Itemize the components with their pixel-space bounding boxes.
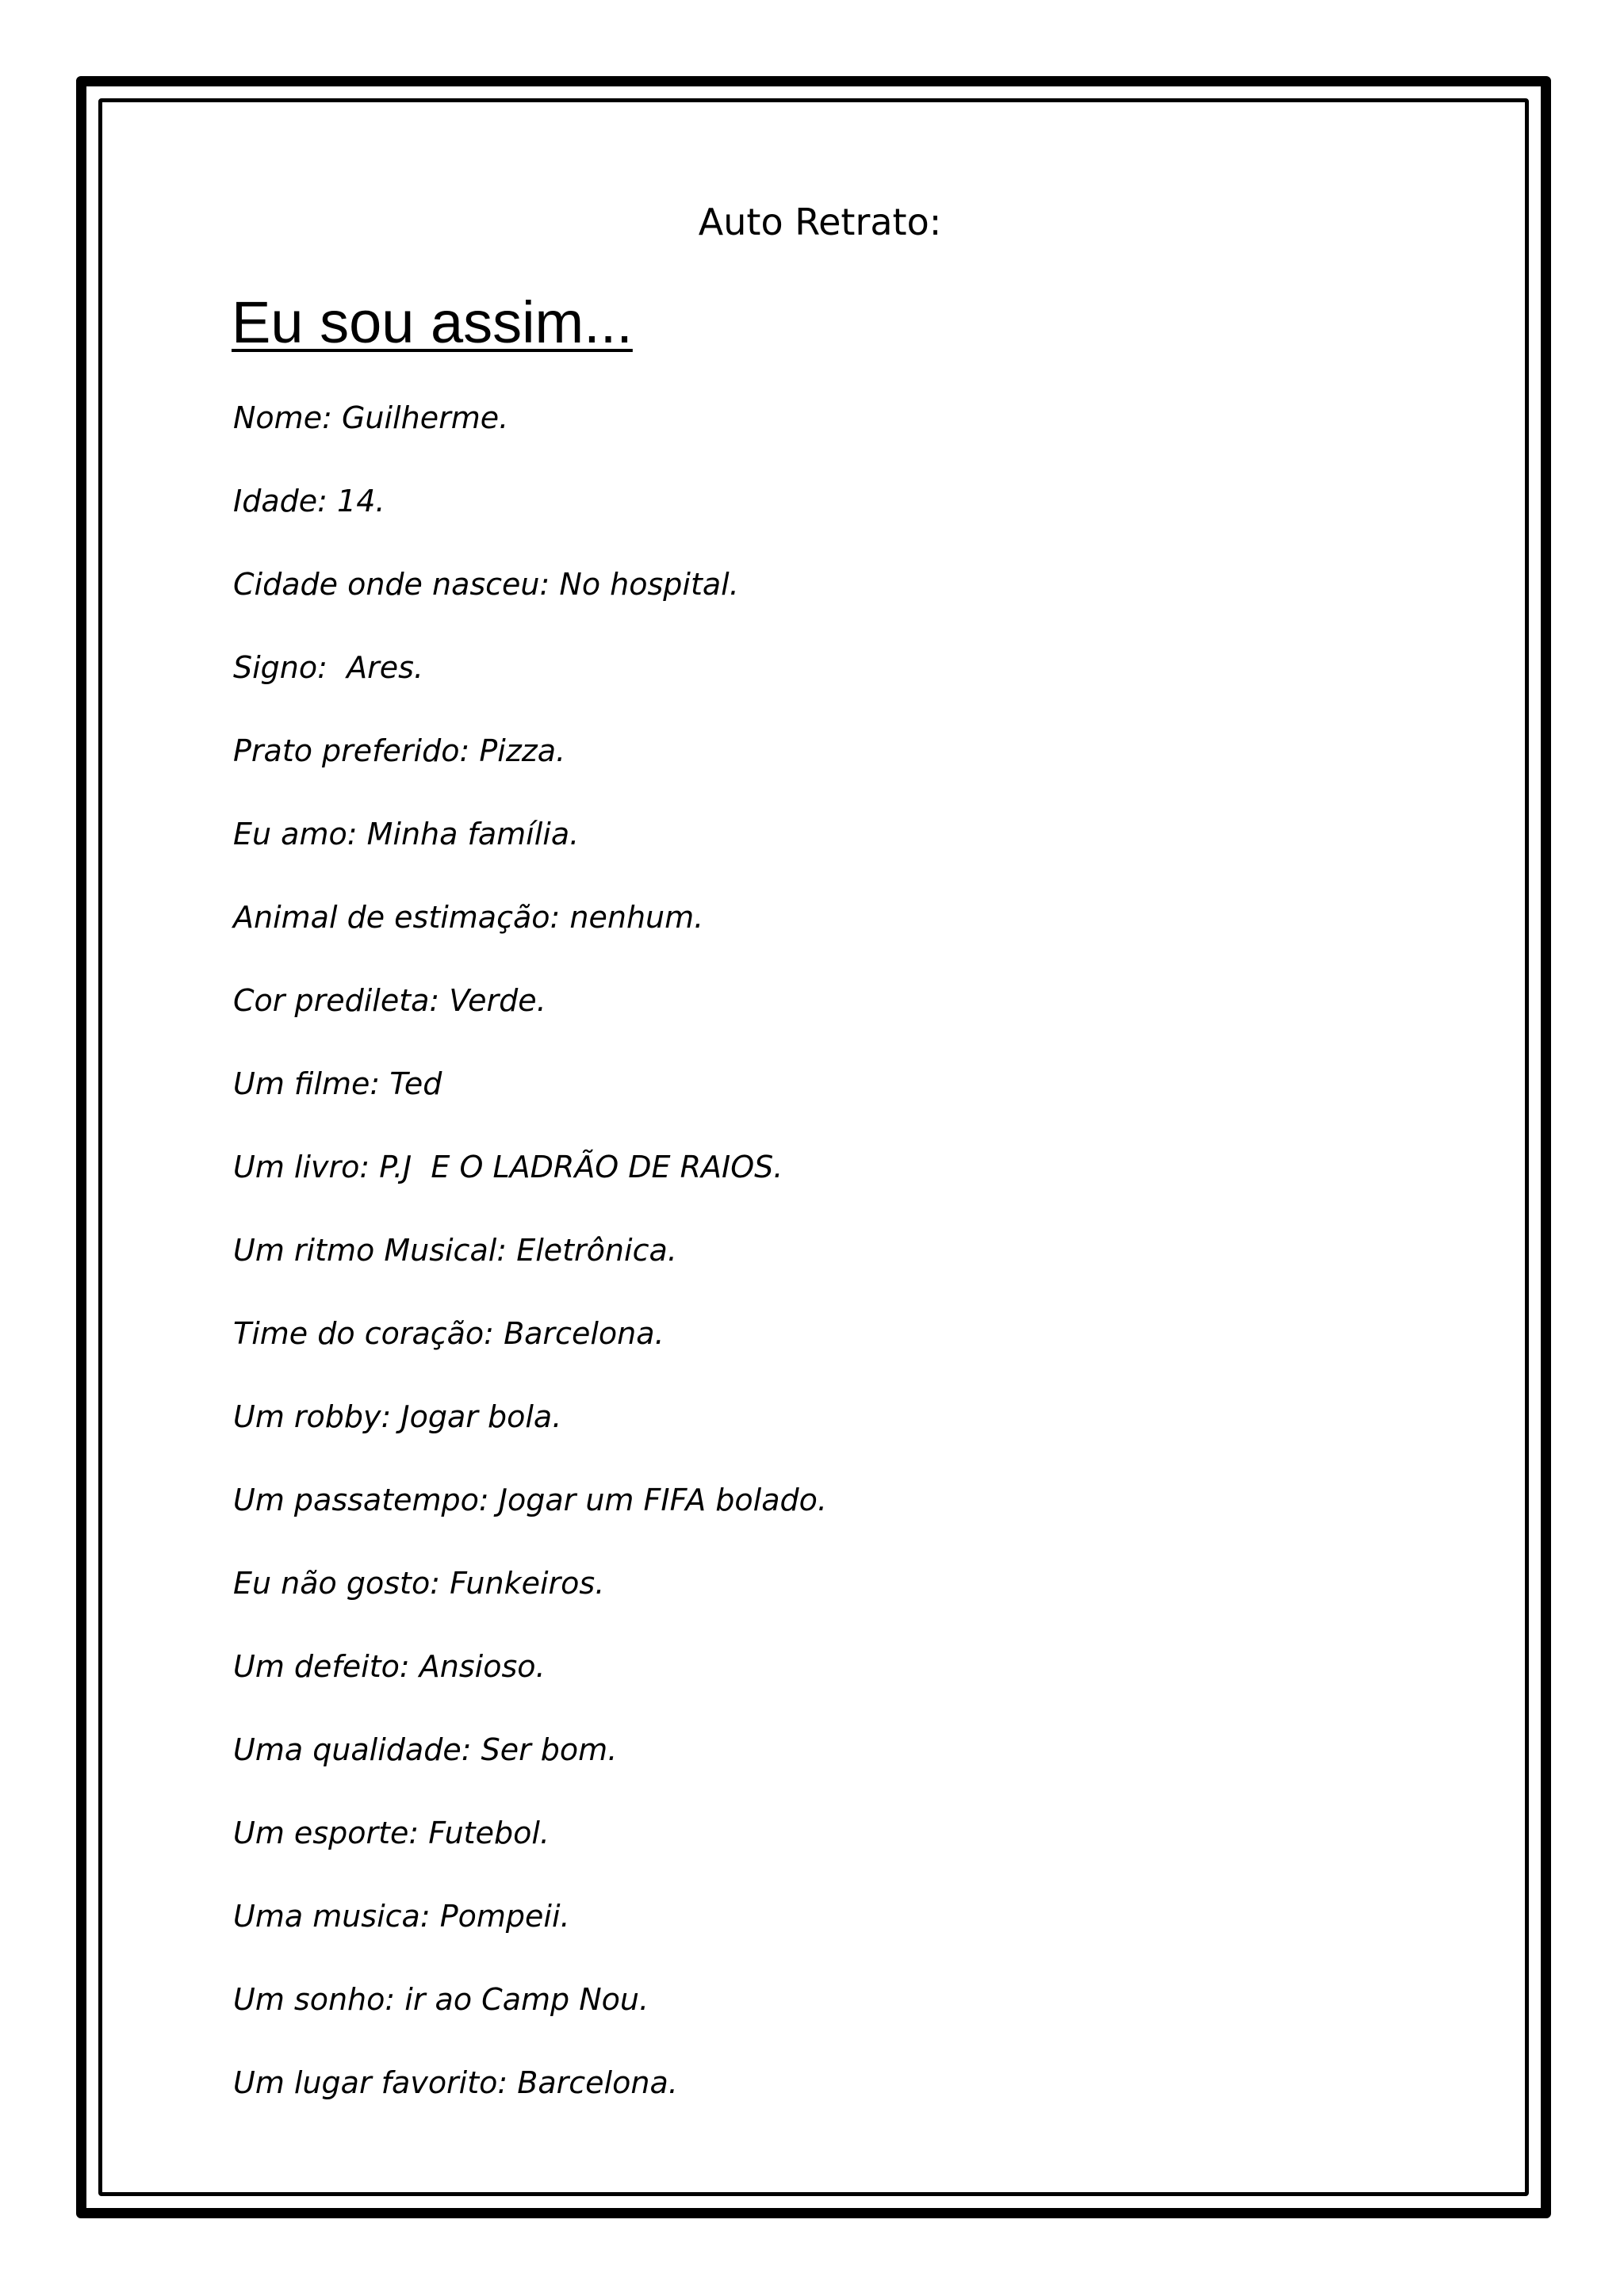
field-idade [233, 481, 827, 564]
field-label: Eu amo: [233, 817, 358, 851]
field-cidade [233, 564, 827, 648]
field-label: Um robby: [233, 1399, 392, 1434]
field-passatempo [233, 1480, 827, 1563]
field-value: Barcelona. [504, 1316, 665, 1351]
field-nao-gosto [233, 1563, 827, 1647]
field-lugar [233, 2063, 827, 2146]
field-label: Signo: [233, 650, 327, 685]
field-label: Idade: [233, 484, 327, 519]
field-value: Pompeii. [439, 1899, 570, 1934]
field-animal [233, 897, 827, 981]
field-musica [233, 1896, 827, 1980]
field-nome [233, 398, 827, 481]
field-label: Cidade onde nasceu: [233, 567, 550, 602]
field-label: Um ritmo Musical: [233, 1233, 508, 1268]
field-value: Minha família. [366, 817, 580, 851]
field-label: Animal de estimação: [233, 900, 561, 935]
headline: Eu sou assim... [232, 289, 633, 355]
field-value: Ser bom. [481, 1732, 618, 1767]
field-value: Ted [389, 1066, 442, 1101]
field-label: Um esporte: [233, 1816, 419, 1850]
field-label: Um sonho: [233, 1982, 396, 2017]
field-label: Um defeito: [233, 1649, 410, 1684]
field-label: Um lugar favorito: [233, 2065, 508, 2100]
field-value: Funkeiros. [450, 1566, 605, 1601]
field-value: Verde. [449, 983, 546, 1018]
field-value: Ares. [337, 650, 423, 685]
field-eu-amo [233, 814, 827, 897]
field-label: Cor predileta: [233, 983, 440, 1018]
header-title: Auto Retrato: [698, 201, 942, 243]
field-label: Uma qualidade: [233, 1732, 472, 1767]
field-robby [233, 1397, 827, 1480]
field-value: Eletrônica. [516, 1233, 677, 1268]
field-value: Ansioso. [419, 1649, 546, 1684]
field-value: P.J E O LADRÃO DE RAIOS. [379, 1150, 783, 1184]
field-label: Time do coração: [233, 1316, 494, 1351]
field-cor [233, 981, 827, 1064]
field-value: No hospital. [559, 567, 739, 602]
field-label: Um passatempo: [233, 1483, 489, 1517]
field-value: ir ao Camp Nou. [404, 1982, 649, 2017]
field-ritmo [233, 1230, 827, 1314]
field-esporte [233, 1813, 827, 1896]
field-value: nenhum. [569, 900, 704, 935]
field-prato [233, 731, 827, 814]
field-value: Guilherme. [341, 400, 509, 435]
field-label: Prato preferido: [233, 733, 470, 768]
field-label: Uma musica: [233, 1899, 431, 1934]
field-value: Jogar um FIFA bolado. [498, 1483, 827, 1517]
field-value: Pizza. [479, 733, 566, 768]
field-value: Barcelona. [517, 2065, 678, 2100]
field-label: Um filme: [233, 1066, 381, 1101]
field-filme [233, 1064, 827, 1147]
field-value: Jogar bola. [400, 1399, 562, 1434]
field-sonho [233, 1980, 827, 2063]
field-label: Nome: [233, 400, 332, 435]
field-list [233, 398, 827, 2146]
field-value: 14. [337, 484, 385, 519]
field-qualidade [233, 1730, 827, 1813]
field-label: Eu não gosto: [233, 1566, 440, 1601]
field-livro [233, 1147, 827, 1230]
field-time [233, 1314, 827, 1397]
field-value: Futebol. [428, 1816, 550, 1850]
field-label: Um livro: [233, 1150, 370, 1184]
field-signo [233, 648, 827, 731]
field-defeito [233, 1647, 827, 1730]
